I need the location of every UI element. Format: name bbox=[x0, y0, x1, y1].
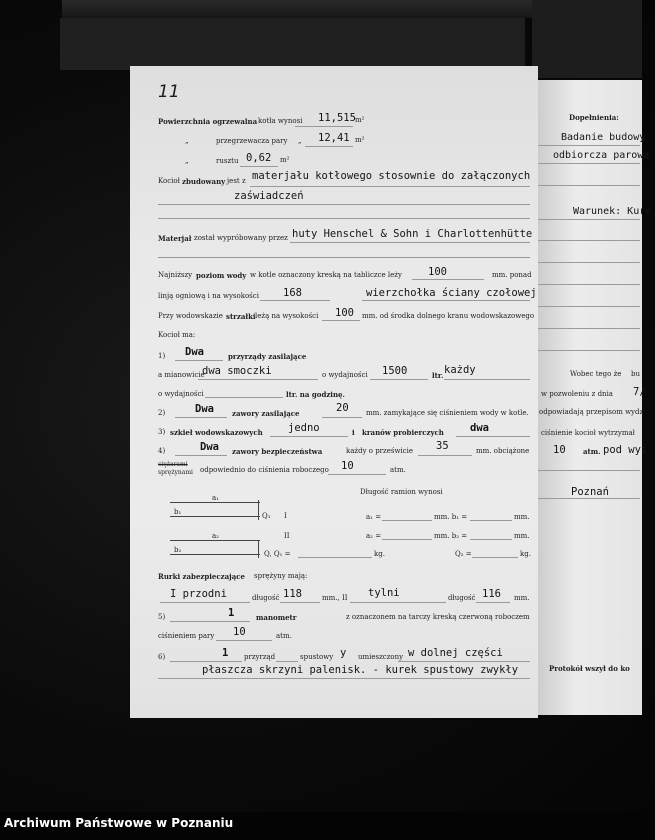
right-line-3: Warunek: Kure bbox=[573, 206, 652, 217]
rule bbox=[476, 602, 510, 603]
item-6-value-2: y bbox=[340, 647, 347, 659]
right-rule bbox=[536, 306, 640, 307]
right-rule bbox=[536, 284, 640, 285]
archive-caption: Archiwum Państwowe w Poznaniu bbox=[4, 816, 234, 830]
water-label-2: w kotle oznaczony kreską na tabliczce leży bbox=[250, 271, 402, 279]
arm-mm: mm. bbox=[514, 513, 530, 521]
item-6b-value: płaszcza skrzyni palenisk. - kurek spustowy zwykły bbox=[202, 664, 519, 676]
surface-label: Powierzchnia ogrzewalna bbox=[158, 117, 258, 126]
arm-title: Długość ramion wynosi bbox=[360, 488, 443, 496]
arm-mm-b2: mm. b₂ = bbox=[434, 532, 468, 540]
arm-b2-label: b₂ bbox=[174, 546, 182, 554]
rule bbox=[412, 279, 484, 280]
item-4-number: 4) bbox=[158, 447, 166, 455]
item-4b-label: sprężynami bbox=[158, 469, 193, 476]
rule bbox=[198, 379, 318, 380]
right-line-5b: 7/ bbox=[633, 386, 646, 398]
surface-label-2: kotła wynosi bbox=[258, 117, 303, 125]
rule bbox=[322, 320, 360, 321]
arm-b1-label: b₁ bbox=[174, 508, 182, 516]
arm-tick bbox=[258, 540, 259, 558]
rule bbox=[470, 520, 512, 521]
right-line-8c: pod wyż bbox=[603, 444, 648, 456]
item-5b-value: 10 bbox=[233, 626, 246, 638]
arm-q1-label: Q₁ bbox=[262, 512, 271, 520]
right-line-5a: w pozwoleniu z dnia bbox=[541, 390, 613, 398]
rule bbox=[216, 640, 272, 641]
rule bbox=[240, 166, 278, 167]
grate-label: rusztu bbox=[216, 157, 239, 165]
item-2-value: Dwa bbox=[195, 403, 214, 415]
right-rule bbox=[536, 350, 640, 351]
built-value-2: zaświadczeń bbox=[234, 190, 304, 202]
rule bbox=[322, 417, 362, 418]
arm-dimension-a1 bbox=[170, 502, 260, 503]
item-1-bold: przyrządy zasilające bbox=[228, 352, 307, 361]
item-6-value-3: w dolnej części bbox=[408, 647, 503, 659]
right-line-9: Poznań bbox=[571, 486, 609, 498]
item-4-value-2: 35 bbox=[436, 440, 449, 452]
water-label-1: Najniższy bbox=[158, 271, 193, 279]
arm-kg: kg. bbox=[374, 550, 385, 558]
rule bbox=[170, 661, 242, 662]
rule bbox=[260, 300, 330, 301]
item-1c-label: o wydajności bbox=[158, 390, 204, 398]
right-rule bbox=[536, 498, 640, 499]
material-value: huty Henschel & Sohn i Charlottenhütte bbox=[292, 228, 533, 240]
arm-lever-1 bbox=[170, 516, 260, 517]
gauge-label-1: Przy wodowskazie bbox=[158, 312, 223, 320]
water-label-bold: poziom wody bbox=[196, 271, 247, 280]
pipes-length: długość bbox=[252, 594, 280, 602]
rule bbox=[350, 602, 446, 603]
item-1b-value-3: każdy bbox=[444, 364, 476, 376]
grate-unit: m² bbox=[280, 156, 290, 164]
item-4-value: Dwa bbox=[200, 441, 219, 453]
rule bbox=[298, 557, 372, 558]
right-line-8b: atm. bbox=[583, 447, 601, 456]
item-4b-unit: atm. bbox=[390, 466, 406, 474]
item-1-number: 1) bbox=[158, 352, 166, 360]
scan-right-strip bbox=[532, 0, 642, 78]
rule bbox=[362, 300, 530, 301]
pipes-front-value: 118 bbox=[283, 588, 302, 600]
rule bbox=[276, 661, 298, 662]
rule bbox=[175, 455, 227, 456]
right-rule bbox=[536, 328, 640, 329]
adjacent-page bbox=[533, 80, 652, 715]
grate-value: 0,62 bbox=[246, 152, 272, 164]
built-label: Kocioł bbox=[158, 177, 180, 185]
rule bbox=[444, 379, 530, 380]
gauge-label-2: leżą na wysokości bbox=[255, 312, 319, 320]
right-line-7: ciśnienie kocioł wytrzymał bbox=[541, 429, 635, 437]
surface-value: 11,515 bbox=[318, 112, 356, 124]
material-label: Materjał bbox=[158, 234, 192, 243]
rule bbox=[456, 436, 530, 437]
item-4b-label-2: odpowiednio do ciśnienia roboczego bbox=[200, 466, 329, 474]
right-rule bbox=[536, 240, 640, 241]
superheater-label: przegrzewacza pary bbox=[216, 137, 288, 145]
rule bbox=[250, 186, 530, 187]
gauge-label-3: mm. od środka dolnego kranu wodowskazowego bbox=[362, 312, 535, 320]
scan-top-strip bbox=[62, 0, 532, 18]
rule bbox=[205, 397, 283, 398]
fireline-label: linją ogniową i na wysokości bbox=[158, 292, 259, 300]
arm-a2-eq: a₂ = bbox=[366, 532, 382, 540]
item-6-label-3: umieszczony bbox=[358, 653, 404, 661]
right-rule bbox=[536, 163, 640, 164]
surface-unit: m² bbox=[355, 116, 365, 124]
arm-a1-label: a₁ bbox=[212, 494, 219, 502]
rule bbox=[370, 379, 428, 380]
right-rule bbox=[536, 470, 640, 471]
arm-mm-b1: mm. b₁ = bbox=[434, 513, 468, 521]
gauge-label-bold: strzałki bbox=[226, 312, 256, 321]
rule bbox=[175, 417, 227, 418]
item-4b-strike: ciężarami bbox=[158, 461, 188, 468]
ghost-sheet bbox=[60, 18, 525, 70]
rule bbox=[270, 436, 348, 437]
page-number: 11 bbox=[158, 82, 180, 102]
rule bbox=[328, 474, 386, 475]
rule bbox=[290, 242, 530, 243]
rule bbox=[160, 602, 250, 603]
item-1b-value-2: 1500 bbox=[382, 365, 408, 377]
item-5b-unit: atm. bbox=[276, 632, 292, 640]
pipes-rear: tylni bbox=[368, 587, 400, 599]
item-3-number: 3) bbox=[158, 428, 166, 436]
ditto-mark: „ bbox=[185, 157, 189, 165]
rule bbox=[280, 602, 320, 603]
arm-dimension-a2 bbox=[170, 540, 260, 541]
superheater-unit: m² bbox=[355, 136, 365, 144]
rule bbox=[295, 126, 353, 127]
pipes-mm-ii: mm., II bbox=[322, 594, 348, 602]
item-1-value: Dwa bbox=[185, 346, 204, 358]
rule bbox=[158, 257, 530, 258]
item-4-label-2: mm. obciążone bbox=[476, 447, 530, 455]
item-1b-value: dwa smoczki bbox=[202, 365, 272, 377]
arm-q2: Q₂ = bbox=[455, 550, 472, 558]
rule bbox=[158, 678, 530, 679]
rule bbox=[470, 539, 512, 540]
water-label-3: mm. ponad bbox=[492, 271, 532, 279]
pipes-bold: Rurki zabezpieczające bbox=[158, 572, 245, 581]
rule bbox=[170, 621, 250, 622]
arm-q-q1: Q, Q₁ = bbox=[264, 550, 291, 558]
boiler-form-page bbox=[130, 66, 538, 718]
item-6-number: 6) bbox=[158, 653, 166, 661]
item-5-number: 5) bbox=[158, 613, 166, 621]
right-line-4b: bu bbox=[631, 370, 640, 378]
arm-a2-label: a₂ bbox=[212, 532, 219, 540]
right-line-6: odpowiadają przepisom wydz bbox=[539, 408, 644, 416]
item-1b-label: a mianowicie bbox=[158, 371, 205, 379]
ditto-mark: „ bbox=[298, 137, 302, 145]
item-3-bold-2: kranów probierczych bbox=[362, 428, 444, 437]
item-4-label: każdy o prześwicie bbox=[346, 447, 413, 455]
right-rule bbox=[536, 145, 640, 146]
arm-mm: mm. bbox=[514, 532, 530, 540]
rule bbox=[472, 557, 518, 558]
item-1c-bold: ltr. na godzinę. bbox=[286, 390, 345, 399]
arm-roman-2: II bbox=[284, 532, 290, 540]
right-line-8a: 10 bbox=[553, 444, 566, 456]
rule bbox=[305, 146, 353, 147]
item-3-bold: szkieł wodowskazowych bbox=[170, 428, 263, 437]
right-line-10: Protokół wszył do ko bbox=[549, 664, 630, 673]
item-5-bold: manometr bbox=[256, 613, 297, 622]
gauge-value: 100 bbox=[335, 307, 354, 319]
item-2-number: 2) bbox=[158, 409, 166, 417]
material-label-2: został wypróbowany przez bbox=[194, 234, 288, 242]
item-2-label: mm. zamykające się ciśnieniem wody w kotle. bbox=[366, 409, 529, 417]
built-label-bold: zbudowany bbox=[182, 177, 226, 186]
item-1b-label-2: o wydajności bbox=[322, 371, 368, 379]
item-6-label: przyrząd bbox=[244, 653, 276, 661]
arm-tick bbox=[258, 500, 259, 520]
right-line-1: Badanie budowy bbox=[561, 132, 646, 143]
fireline-value: 168 bbox=[283, 287, 302, 299]
item-2-bold: zawory zasilające bbox=[232, 409, 300, 418]
pipes-front: I przodni bbox=[170, 588, 227, 600]
arm-kg: kg. bbox=[520, 550, 531, 558]
rule bbox=[158, 204, 530, 205]
pipes-label: sprężyny mają: bbox=[254, 572, 308, 580]
arm-lever-2 bbox=[170, 554, 260, 555]
right-line-4a: Wobec tego że bbox=[570, 370, 622, 378]
rule bbox=[158, 218, 530, 219]
item-2-value-2: 20 bbox=[336, 402, 349, 414]
pipes-rear-value: 116 bbox=[482, 588, 501, 600]
arm-a1-eq: a₁ = bbox=[366, 513, 382, 521]
built-label-2: jest z bbox=[227, 177, 246, 185]
item-6-value: 1 bbox=[222, 647, 229, 659]
built-value-1: materjału kotłowego stosownie do załączonych bbox=[252, 170, 531, 182]
rule bbox=[382, 539, 432, 540]
item-3-label: i bbox=[352, 428, 355, 437]
right-rule bbox=[536, 219, 640, 220]
water-value: 100 bbox=[428, 266, 447, 278]
item-6-label-2: spustowy bbox=[300, 653, 334, 661]
item-3-value: jedno bbox=[288, 422, 320, 434]
item-4-bold: zawory bezpieczeństwa bbox=[232, 447, 323, 456]
rule bbox=[175, 360, 223, 361]
right-rule bbox=[536, 262, 640, 263]
item-4b-value: 10 bbox=[341, 460, 354, 472]
arm-roman-1: I bbox=[284, 512, 287, 520]
right-line-2: odbiorcza parowa bbox=[553, 150, 650, 161]
item-5-label: z oznaczonem na tarczy kreską czerwoną roboczem bbox=[346, 613, 530, 621]
rule bbox=[398, 661, 530, 662]
pipes-mm: mm. bbox=[514, 594, 530, 602]
right-title: Dopełnienia: bbox=[569, 113, 619, 122]
item-5-value: 1 bbox=[228, 607, 235, 619]
rule bbox=[418, 455, 472, 456]
superheater-value: 12,41 bbox=[318, 132, 350, 144]
pipes-length-2: długość bbox=[448, 594, 476, 602]
item-1b-bold: ltr. bbox=[432, 371, 444, 380]
rule bbox=[382, 520, 432, 521]
ditto-mark: „ bbox=[185, 137, 189, 145]
fireline-value-2: wierzchołka ściany czołowej bbox=[366, 287, 537, 299]
item-3-value-2: dwa bbox=[470, 422, 489, 434]
boiler-has-label: Kocioł ma: bbox=[158, 331, 196, 339]
right-rule bbox=[536, 185, 640, 186]
item-5b-label: ciśnieniem pary bbox=[158, 632, 215, 640]
